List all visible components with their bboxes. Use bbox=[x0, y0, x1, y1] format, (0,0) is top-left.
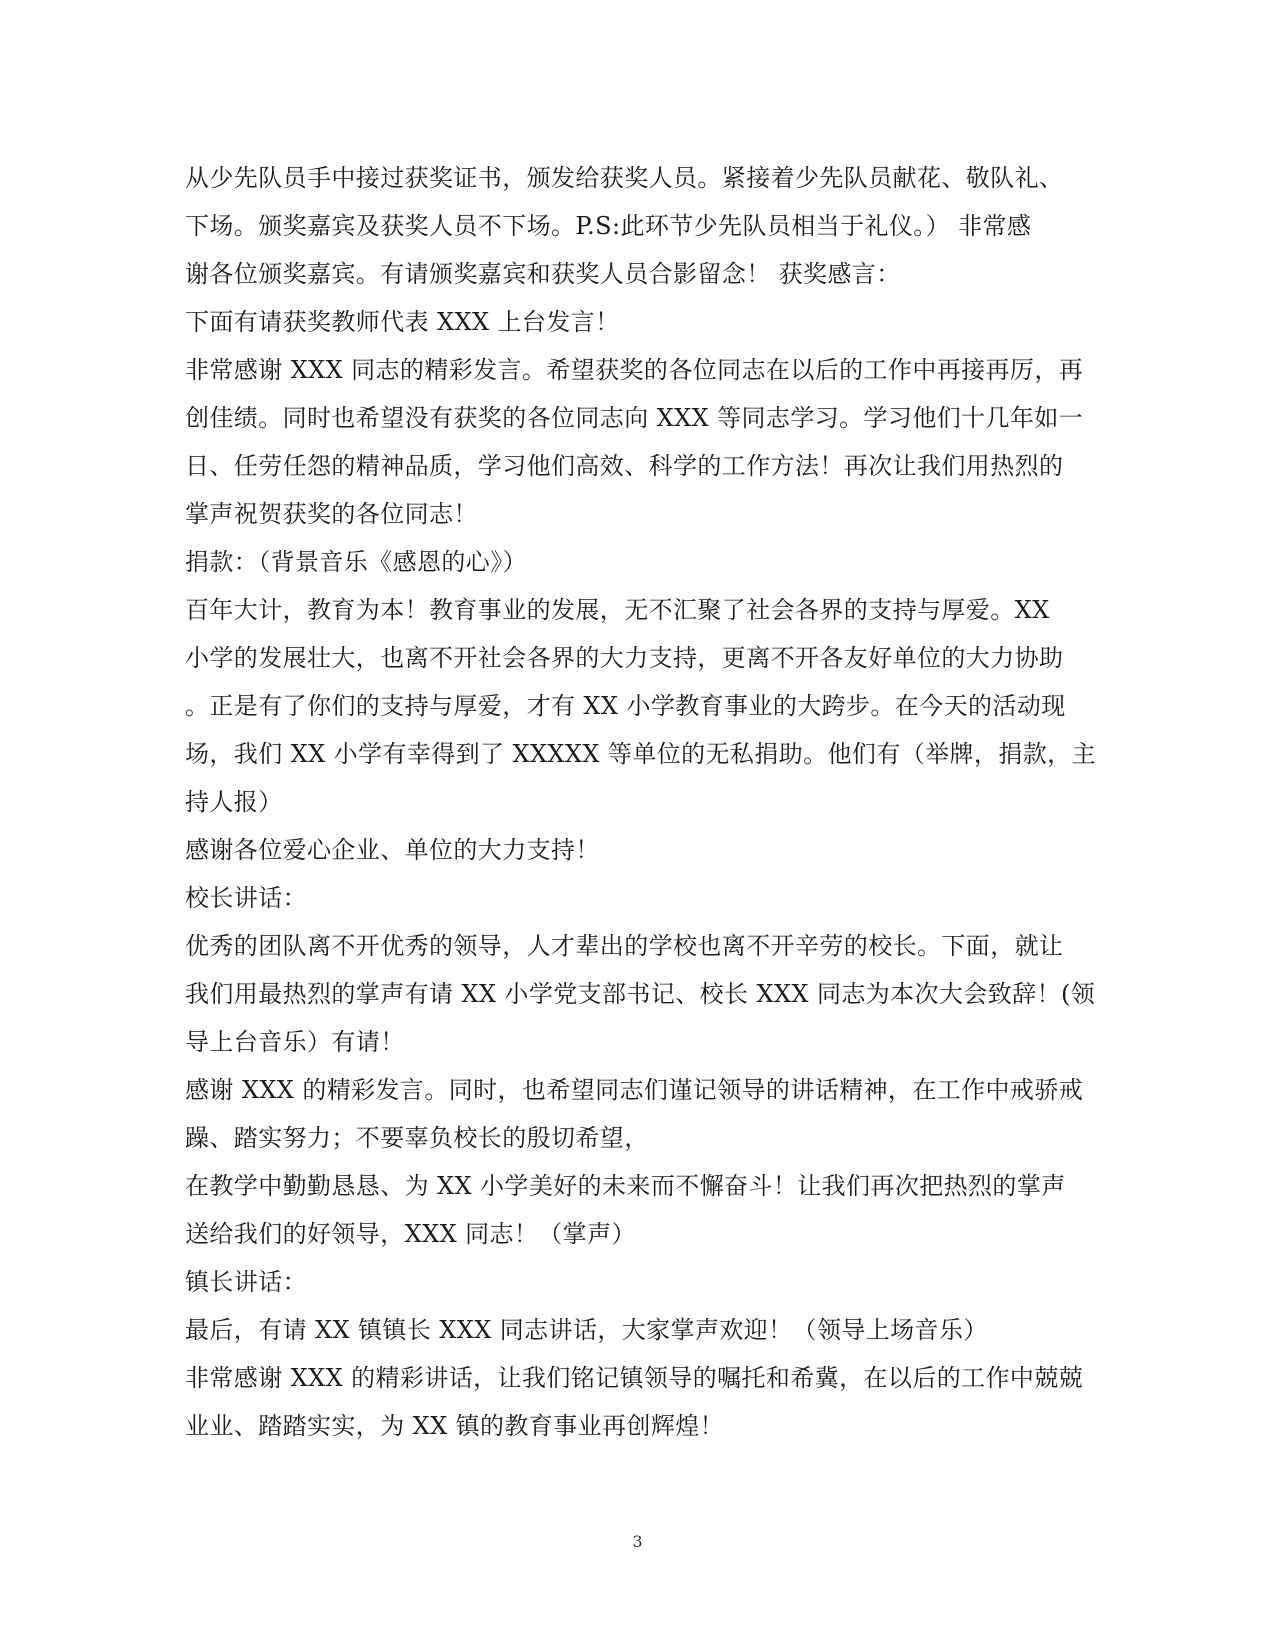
text-line: 从少先队员手中接过获奖证书，颁发给获奖人员。紧接着少先队员献花、敬队礼、 bbox=[185, 164, 1064, 192]
text-line: 业业、踏踏实实，为 XX 镇的教育事业再创辉煌！ bbox=[185, 1412, 725, 1440]
text-line: 下面有请获奖教师代表 XXX 上台发言！ bbox=[185, 308, 620, 336]
text-line: 创佳绩。同时也希望没有获奖的各位同志向 XXX 等同志学习。学习他们十几年如一 bbox=[185, 404, 1084, 432]
text-line: 场，我们 XX 小学有幸得到了 XXXXX 等单位的无私捐助。他们有（举牌，捐款，主 bbox=[185, 740, 1096, 768]
text-line: 送给我们的好领导，XXX 同志！（掌声） bbox=[185, 1220, 636, 1248]
text-line: 。正是有了你们的支持与厚爱，才有 XX 小学教育事业的大跨步。在今天的活动现 bbox=[185, 692, 1066, 720]
page-number: 3 bbox=[632, 1532, 643, 1551]
section-heading-mayor-speech: 镇长讲话： bbox=[185, 1268, 307, 1296]
text-line: 导上台音乐）有请！ bbox=[185, 1028, 405, 1056]
text-line: 谢各位颁奖嘉宾。有请颁奖嘉宾和获奖人员合影留念！ 获奖感言： bbox=[185, 260, 901, 288]
section-heading-donation: 捐款：（背景音乐《感恩的心》） bbox=[185, 548, 527, 576]
text-line: 我们用最热烈的掌声有请 XX 小学党支部书记、校长 XXX 同志为本次大会致辞！(领 bbox=[185, 980, 1096, 1008]
section-heading-principal-speech: 校长讲话： bbox=[185, 884, 307, 912]
text-line: 最后，有请 XX 镇镇长 XXX 同志讲话，大家掌声欢迎！（领导上场音乐） bbox=[185, 1316, 988, 1344]
text-line: 百年大计，教育为本！教育事业的发展，无不汇聚了社会各界的支持与厚爱。XX bbox=[185, 596, 1050, 624]
text-line: 掌声祝贺获奖的各位同志！ bbox=[185, 500, 478, 528]
text-line: 感谢 XXX 的精彩发言。同时，也希望同志们谨记领导的讲话精神，在工作中戒骄戒 bbox=[185, 1076, 1084, 1104]
text-line: 小学的发展壮大，也离不开社会各界的大力支持，更离不开各友好单位的大力协助 bbox=[185, 644, 1064, 672]
text-line: 感谢各位爱心企业、单位的大力支持！ bbox=[185, 836, 600, 864]
text-line: 持人报） bbox=[185, 788, 283, 816]
document-body bbox=[185, 154, 1096, 1450]
text-line: 非常感谢 XXX 同志的精彩发言。希望获奖的各位同志在以后的工作中再接再厉，再 bbox=[185, 356, 1084, 384]
text-line: 日、任劳任怨的精神品质，学习他们高效、科学的工作方法！再次让我们用热烈的 bbox=[185, 452, 1064, 480]
text-line: 下场。颁奖嘉宾及获奖人员不下场。P.S:此环节少先队员相当于礼仪。） 非常感 bbox=[185, 212, 1032, 240]
text-line: 非常感谢 XXX 的精彩讲话，让我们铭记镇领导的嘱托和希冀，在以后的工作中兢兢 bbox=[185, 1364, 1084, 1392]
text-line: 优秀的团队离不开优秀的领导，人才辈出的学校也离不开辛劳的校长。下面，就让 bbox=[185, 932, 1064, 960]
text-line: 躁、踏实努力；不要辜负校长的殷切希望， bbox=[185, 1124, 649, 1152]
text-line: 在教学中勤勤恳恳、为 XX 小学美好的未来而不懈奋斗！让我们再次把热烈的掌声 bbox=[185, 1172, 1066, 1200]
